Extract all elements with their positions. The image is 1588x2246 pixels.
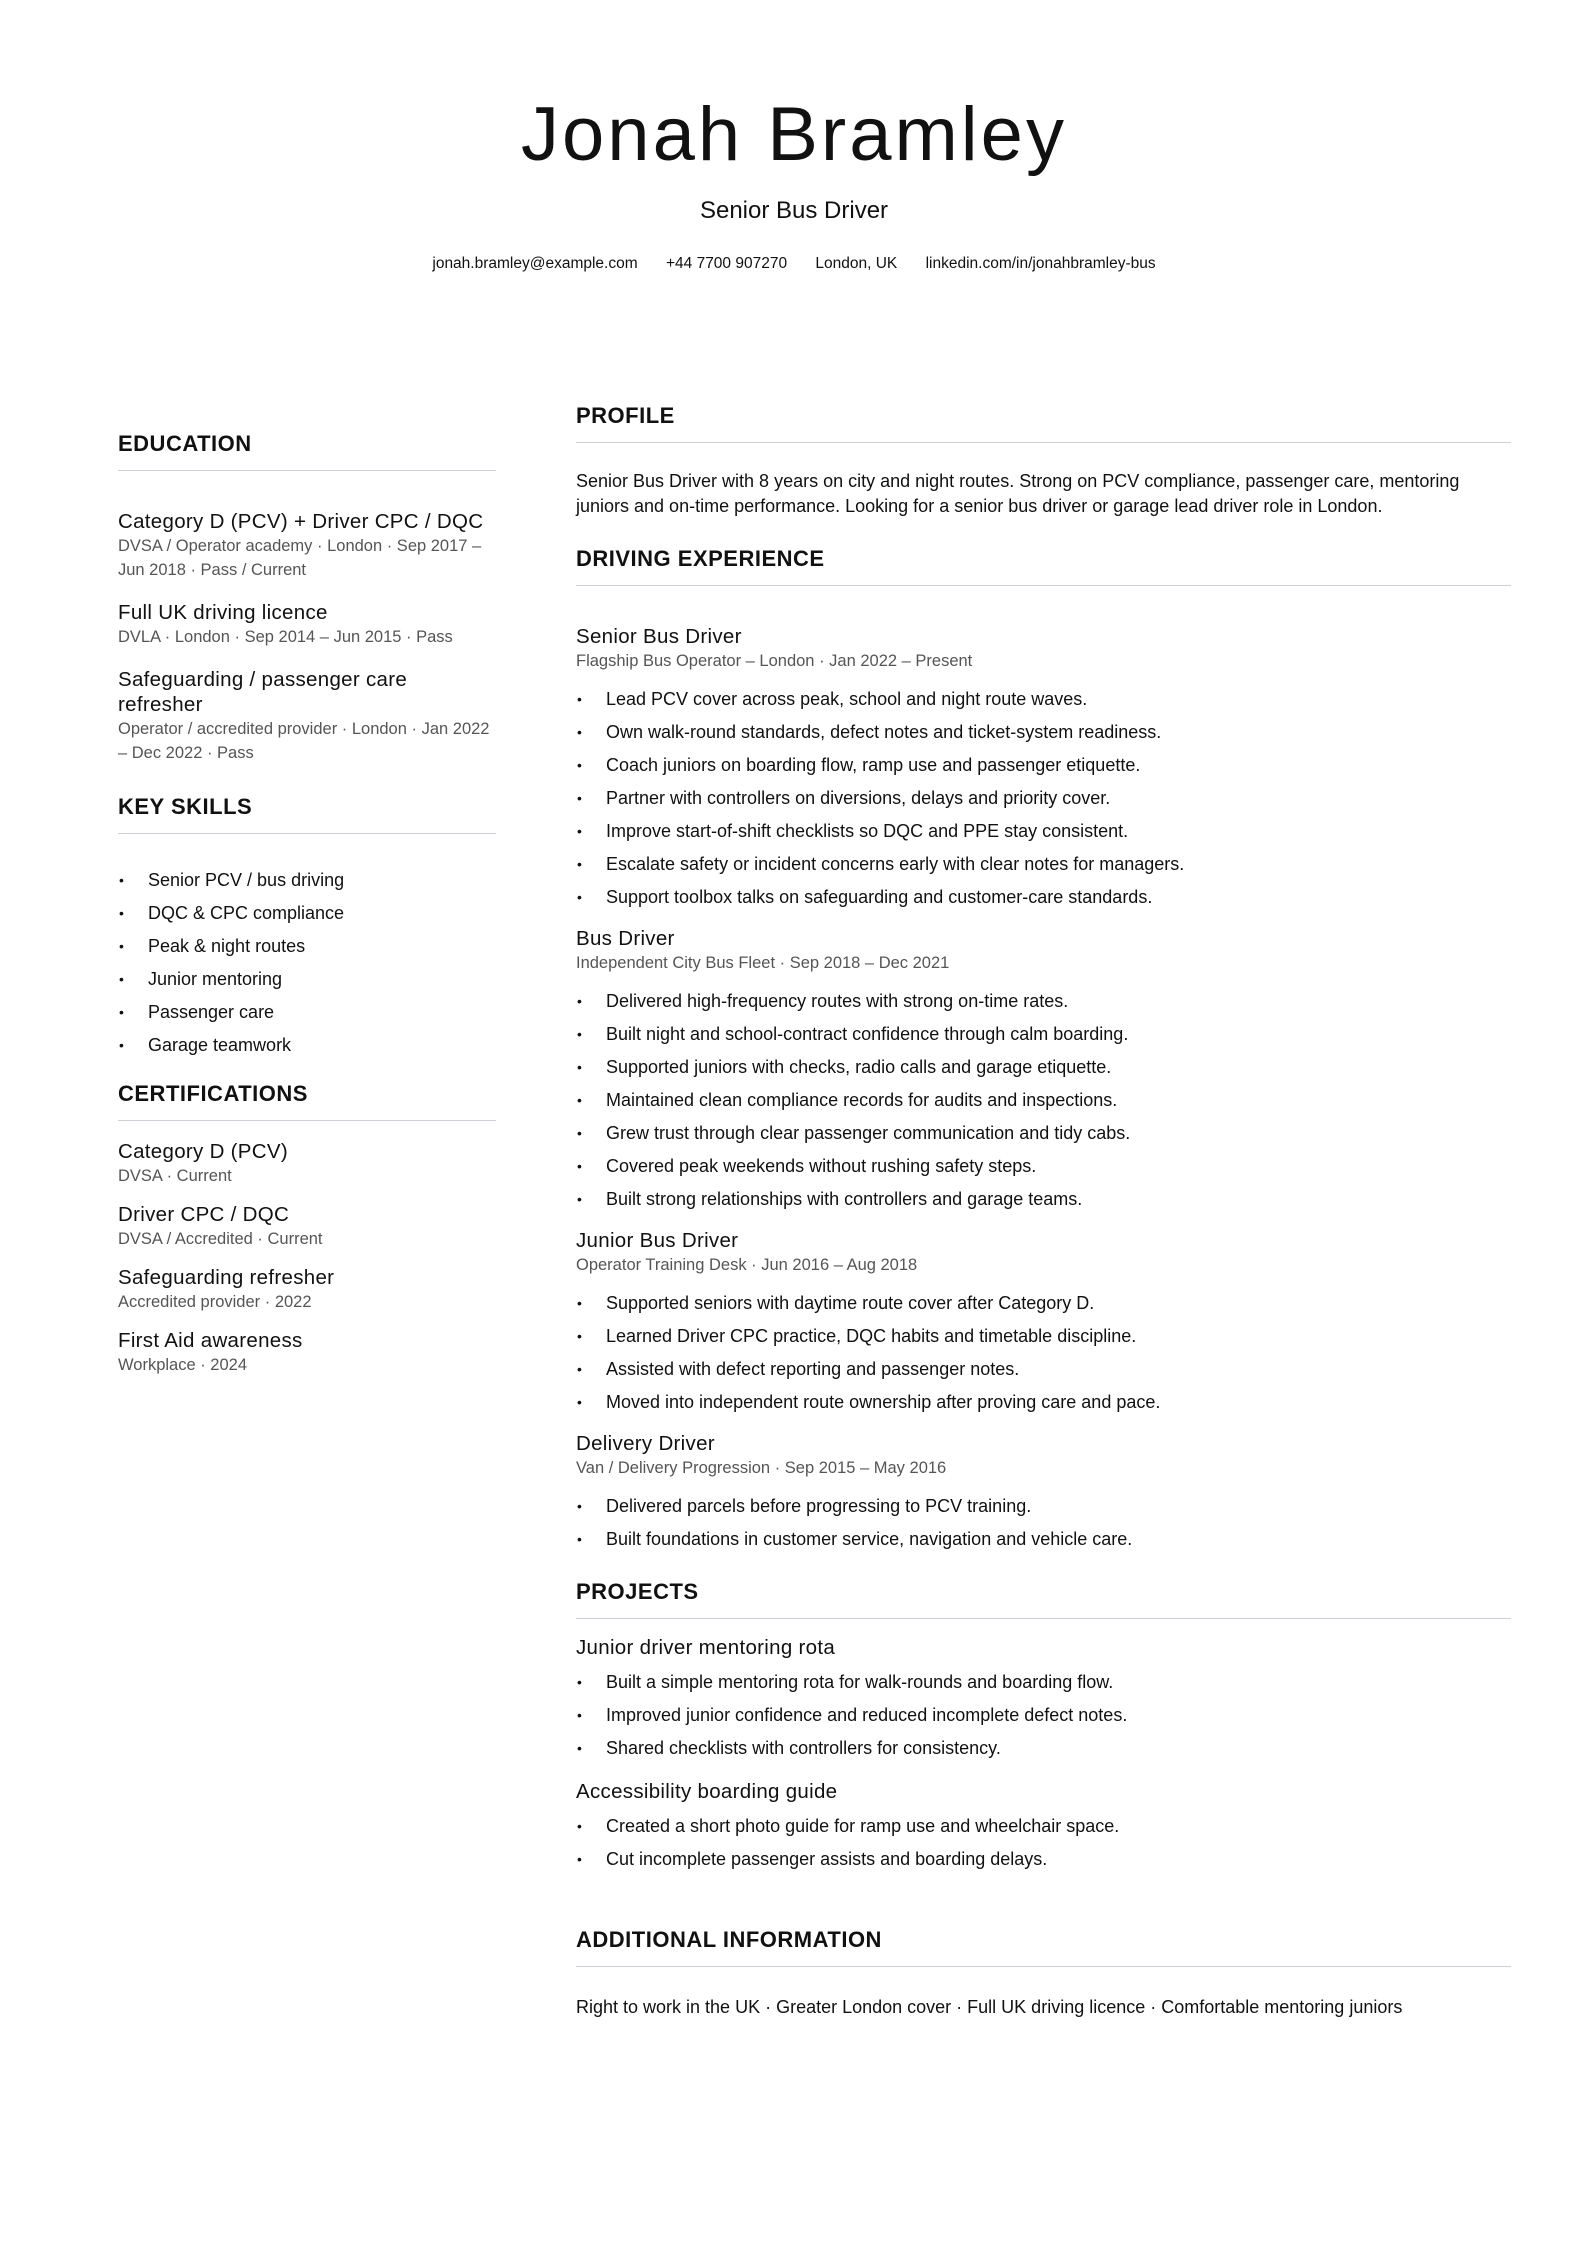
section-divider bbox=[576, 442, 1511, 443]
section-divider bbox=[118, 833, 496, 834]
skills-list bbox=[118, 864, 496, 1062]
section-divider bbox=[576, 1618, 1511, 1619]
job-bullet: • Built night and school-contract confidence through calm boarding. bbox=[576, 1018, 1511, 1051]
job-bullet: • Support toolbox talks on safeguarding and customer-care standards. bbox=[576, 881, 1511, 914]
certification-title: Safeguarding refresher bbox=[118, 1266, 335, 1289]
section-title-certifications: CERTIFICATIONS bbox=[118, 1081, 308, 1106]
profile-text: Senior Bus Driver with 8 years on city and night routes. Strong on PCV compliance, passenger care, mentoring juniors and on-time performance. Looking for a senior bus driver or garage lead driver role in London. bbox=[576, 471, 1460, 516]
job-meta: Operator Training Desk · Jun 2016 – Aug 2018 bbox=[576, 1256, 918, 1274]
job-bullet: • Delivered parcels before progressing to PCV training. bbox=[576, 1490, 1511, 1523]
certifications-section bbox=[118, 1080, 496, 1377]
section-divider bbox=[576, 585, 1511, 586]
job-bullet: • Improve start-of-shift checklists so DQC and PPE stay consistent. bbox=[576, 815, 1511, 848]
contact-email[interactable]: jonah.bramley@example.com bbox=[432, 255, 638, 272]
job-bullet: • Grew trust through clear passenger communication and tidy cabs. bbox=[576, 1117, 1511, 1150]
job-bullets bbox=[576, 683, 1511, 914]
job-title: Senior Bus Driver bbox=[576, 625, 742, 648]
job-entry bbox=[576, 624, 1511, 914]
projects-section bbox=[576, 1578, 1511, 1876]
job-bullets bbox=[576, 1490, 1511, 1556]
education-meta: Operator / accredited provider · London · Jan 2022 – Dec 2022 · Pass bbox=[118, 720, 490, 762]
certification-title: Category D (PCV) bbox=[118, 1140, 288, 1163]
main-column bbox=[576, 402, 1511, 2020]
contact-phone[interactable]: +44 7700 907270 bbox=[665, 255, 788, 272]
certification-item bbox=[118, 1265, 496, 1314]
section-title-education: EDUCATION bbox=[118, 431, 252, 456]
certification-meta: Accredited provider · 2022 bbox=[118, 1293, 312, 1311]
candidate-name: Jonah Bramley bbox=[521, 92, 1067, 177]
job-bullet: • Coach juniors on boarding flow, ramp use and passenger etiquette. bbox=[576, 749, 1511, 782]
job-meta: Independent City Bus Fleet · Sep 2018 – Dec 2021 bbox=[576, 954, 950, 972]
education-meta: DVSA / Operator academy · London · Sep 2017 – Jun 2018 · Pass / Current bbox=[118, 537, 482, 579]
job-bullets bbox=[576, 985, 1511, 1216]
skill-item: • Garage teamwork bbox=[118, 1029, 496, 1062]
job-bullet: • Lead PCV cover across peak, school and night route waves. bbox=[576, 683, 1511, 716]
education-section bbox=[118, 430, 496, 765]
certification-meta: Workplace · 2024 bbox=[118, 1356, 248, 1374]
skill-item: • DQC & CPC compliance bbox=[118, 897, 496, 930]
certification-title: First Aid awareness bbox=[118, 1329, 303, 1352]
job-title: Delivery Driver bbox=[576, 1432, 715, 1455]
project-title: Junior driver mentoring rota bbox=[576, 1636, 836, 1659]
job-bullet: • Supported juniors with checks, radio calls and garage etiquette. bbox=[576, 1051, 1511, 1084]
contact-linkedin[interactable]: linkedin.com/in/jonahbramley-bus bbox=[925, 255, 1156, 272]
section-title-skills: KEY SKILLS bbox=[118, 794, 253, 819]
additional-section bbox=[576, 1926, 1511, 2020]
contact-line bbox=[0, 254, 1588, 274]
candidate-role: Senior Bus Driver bbox=[699, 197, 889, 224]
job-bullet: • Escalate safety or incident concerns early with clear notes for managers. bbox=[576, 848, 1511, 881]
project-bullet: • Built a simple mentoring rota for walk-rounds and boarding flow. bbox=[576, 1666, 1511, 1699]
additional-text: Right to work in the UK · Greater London cover · Full UK driving licence · Comfortable mentoring juniors bbox=[576, 1997, 1403, 2017]
project-entry bbox=[576, 1779, 1511, 1876]
project-title: Accessibility boarding guide bbox=[576, 1780, 838, 1803]
education-item bbox=[118, 509, 496, 582]
education-title: Category D (PCV) + Driver CPC / DQC bbox=[118, 510, 484, 533]
certification-item bbox=[118, 1202, 496, 1251]
education-item bbox=[118, 667, 496, 765]
experience-section bbox=[576, 545, 1511, 1556]
project-entry bbox=[576, 1635, 1511, 1765]
job-bullet: • Delivered high-frequency routes with strong on-time rates. bbox=[576, 985, 1511, 1018]
job-title: Bus Driver bbox=[576, 927, 675, 950]
education-meta: DVLA · London · Sep 2014 – Jun 2015 · Pass bbox=[118, 628, 453, 646]
skills-section bbox=[118, 793, 496, 1062]
contact-location: London, UK bbox=[815, 255, 898, 272]
job-bullet: • Maintained clean compliance records for audits and inspections. bbox=[576, 1084, 1511, 1117]
profile-section bbox=[576, 402, 1511, 519]
education-title: Safeguarding / passenger care refresher bbox=[118, 668, 408, 716]
skill-item: • Senior PCV / bus driving bbox=[118, 864, 496, 897]
job-bullet: • Partner with controllers on diversions, delays and priority cover. bbox=[576, 782, 1511, 815]
education-title: Full UK driving licence bbox=[118, 601, 328, 624]
project-bullet: • Improved junior confidence and reduced incomplete defect notes. bbox=[576, 1699, 1511, 1732]
sidebar bbox=[118, 430, 496, 1377]
section-title-experience: DRIVING EXPERIENCE bbox=[576, 546, 825, 571]
project-bullets bbox=[576, 1810, 1511, 1876]
project-bullet: • Cut incomplete passenger assists and boarding delays. bbox=[576, 1843, 1511, 1876]
job-meta: Flagship Bus Operator – London · Jan 2022 – Present bbox=[576, 652, 973, 670]
skill-item: • Junior mentoring bbox=[118, 963, 496, 996]
job-bullet: • Covered peak weekends without rushing safety steps. bbox=[576, 1150, 1511, 1183]
skill-item: • Peak & night routes bbox=[118, 930, 496, 963]
job-entry bbox=[576, 926, 1511, 1216]
job-bullet: • Learned Driver CPC practice, DQC habits and timetable discipline. bbox=[576, 1320, 1511, 1353]
job-bullet: • Own walk-round standards, defect notes and ticket-system readiness. bbox=[576, 716, 1511, 749]
section-title-projects: PROJECTS bbox=[576, 1579, 699, 1604]
project-bullet: • Shared checklists with controllers for consistency. bbox=[576, 1732, 1511, 1765]
skill-item: • Passenger care bbox=[118, 996, 496, 1029]
job-bullet: • Assisted with defect reporting and passenger notes. bbox=[576, 1353, 1511, 1386]
job-entry bbox=[576, 1431, 1511, 1556]
certification-title: Driver CPC / DQC bbox=[118, 1203, 290, 1226]
section-title-additional: ADDITIONAL INFORMATION bbox=[576, 1927, 882, 1952]
certification-meta: DVSA / Accredited · Current bbox=[118, 1230, 323, 1248]
job-bullet: • Built strong relationships with controllers and garage teams. bbox=[576, 1183, 1511, 1216]
job-bullet: • Moved into independent route ownership after proving care and pace. bbox=[576, 1386, 1511, 1419]
job-bullet: • Built foundations in customer service, navigation and vehicle care. bbox=[576, 1523, 1511, 1556]
certification-item bbox=[118, 1139, 496, 1188]
section-divider bbox=[118, 470, 496, 471]
education-item bbox=[118, 600, 496, 649]
certification-item bbox=[118, 1328, 496, 1377]
section-divider bbox=[576, 1966, 1511, 1967]
project-bullet: • Created a short photo guide for ramp use and wheelchair space. bbox=[576, 1810, 1511, 1843]
job-bullet: • Supported seniors with daytime route cover after Category D. bbox=[576, 1287, 1511, 1320]
job-bullets bbox=[576, 1287, 1511, 1419]
section-title-profile: PROFILE bbox=[576, 403, 675, 428]
project-bullets bbox=[576, 1666, 1511, 1765]
job-title: Junior Bus Driver bbox=[576, 1229, 739, 1252]
job-meta: Van / Delivery Progression · Sep 2015 – May 2016 bbox=[576, 1459, 947, 1477]
certification-meta: DVSA · Current bbox=[118, 1167, 232, 1185]
job-entry bbox=[576, 1228, 1511, 1419]
section-divider bbox=[118, 1120, 496, 1121]
